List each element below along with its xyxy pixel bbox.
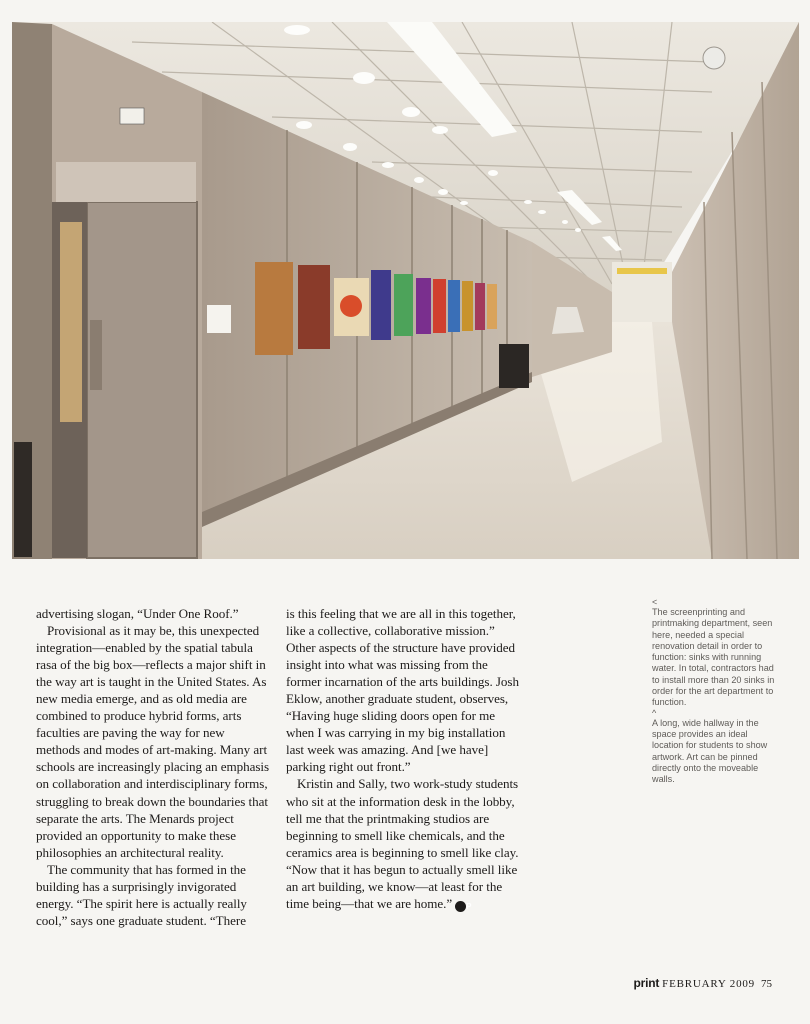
- page-footer: [634, 976, 773, 990]
- article-paragraph: is this feeling that we are all in this together, like a collective, collaborative mission.” Other aspects of the structure have provided insight into what was missing from the former incarnation of the arts buildings. Josh Eklow, another graduate student, observes, “Having huge sliding doors open for me when I was carrying in my big installation last week was amazing. And [we have] parking right out front.”: [286, 606, 519, 775]
- issue-date: FEBRUARY 2009: [662, 978, 755, 990]
- article-column-2: [286, 605, 526, 912]
- caption: [652, 598, 777, 709]
- article-paragraph: The community that has formed in the building has a surprisingly invigorated energy. “The spirit here is actually really cool,” says one graduate student. “There: [36, 861, 247, 928]
- caption-arrow: <: [652, 597, 658, 607]
- article-paragraph: [286, 775, 526, 911]
- caption-text: A long, wide hallway in the space provides an ideal location for students to show artwork. Art can be pinned directly onto the moveable walls.: [652, 717, 768, 785]
- magazine-name: print: [633, 976, 660, 990]
- page-number: 75: [761, 978, 772, 990]
- photo-captions: [652, 598, 777, 785]
- caption: [652, 709, 777, 786]
- hallway-photo: [12, 22, 799, 559]
- article-column-1: [36, 605, 271, 929]
- article-paragraph: Provisional as it may be, this unexpected integration—enabled by the spatial tabula rasa of the big box—reflects a major shift in the way art is taught in the United States. As new media emerge, and as old media are combined to produce hybrid forms, arts faculties are paving the way for new methods and modes of art-making. Many art schools are increasingly placing an emphasis on collaboration and interdisciplinary forms, struggling to break down the boundaries that separate the arts. The Menards project provided an opportunity to make these philosophies an architectural reality.: [36, 623, 270, 860]
- end-mark-icon: P: [455, 901, 466, 912]
- caption-arrow: ^: [652, 707, 657, 718]
- caption-text: The screenprinting and printmaking department, seen here, needed a special renovation detail in order to function: sinks with running water. In total, contractors had to install more than 20 sinks in order for the art department to function.: [652, 607, 775, 708]
- article-text: Kristin and Sally, two work-study students who sit at the information desk in the lobby, tell me that the printmaking studios are beginning to smell like chemicals, and the ceramics area is beginning to smell like clay. “Now that it has begun to actually smell like an art building, we know—at least for the time being—that we are home.”: [286, 776, 519, 911]
- article-paragraph: advertising slogan, “Under One Roof.”: [36, 606, 239, 621]
